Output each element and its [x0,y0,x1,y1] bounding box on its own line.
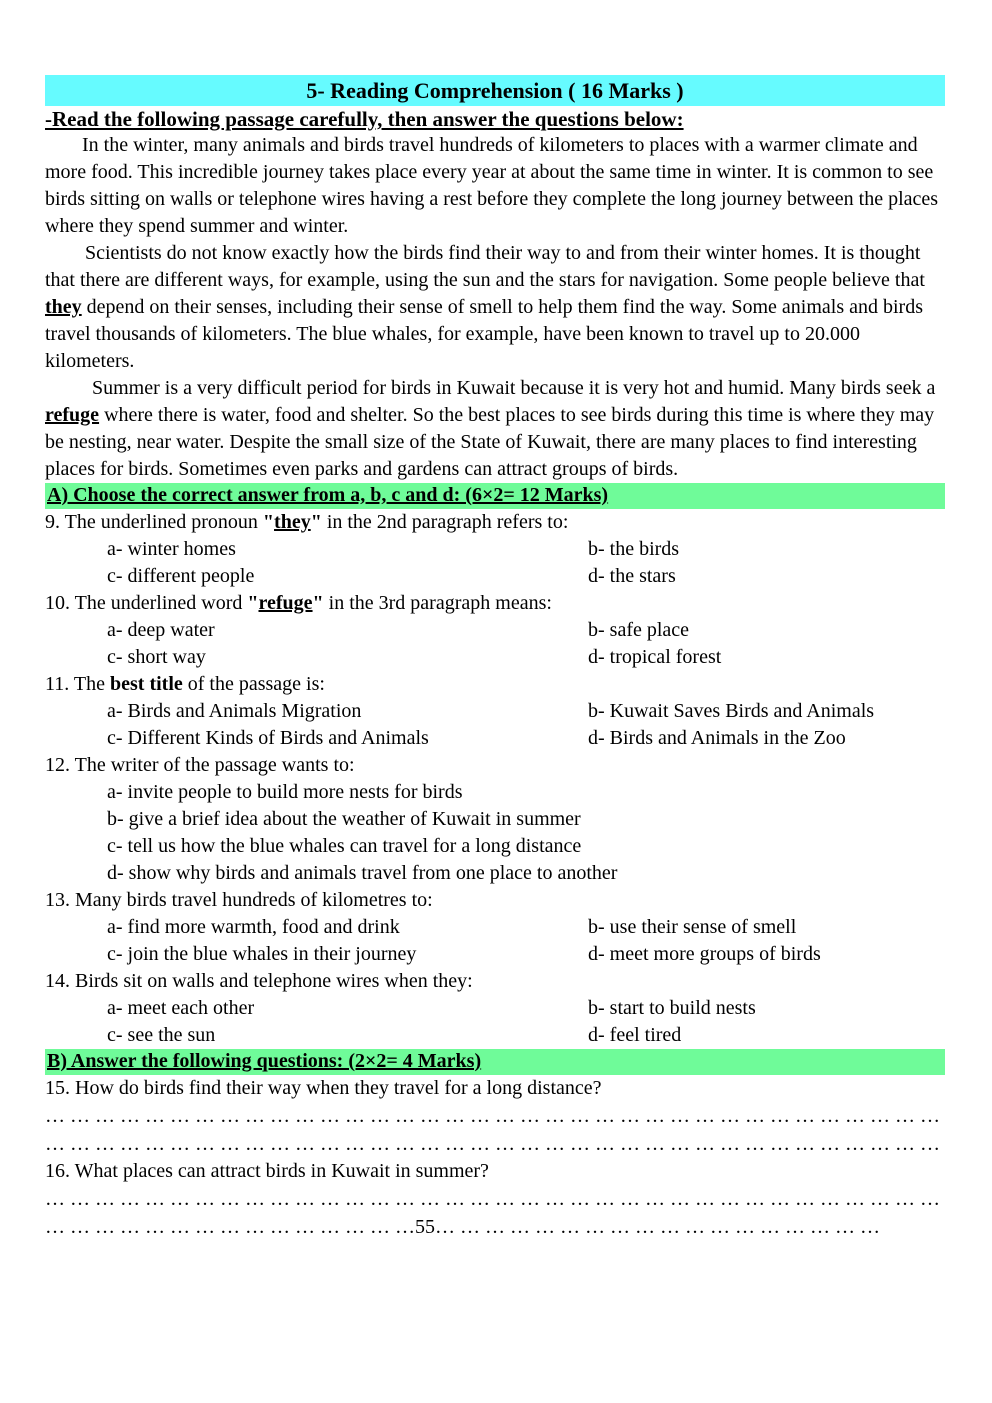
question-10-keyword: refuge [258,592,313,614]
question-14-text: 14. Birds sit on walls and telephone wires when they: [45,970,473,992]
question-9-options-row-2 [45,563,945,590]
option-11-b: b- Kuwait Saves Birds and Animals [588,700,875,722]
option-10-a: a- deep water [107,619,215,641]
question-11-keyword: best title [110,673,183,695]
section-a-header: A) Choose the correct answer from a, b, c and d: (6×2= 12 Marks) [47,484,609,506]
question-16-text: 16. What places can attract birds in Kuwait in summer? [45,1160,489,1182]
section-a-header-bar [45,483,945,509]
paragraph-3-text-before: Summer is a very difficult period for birds in Kuwait because it is very hot and humid. Many birds seek a [92,377,936,399]
question-13-options-row-2 [45,941,945,968]
answer-line-dots-right: … … … … … … … … … … … … … … … … … … [435,1216,880,1238]
paragraph-2-text-after: depend on their senses, including their sense of smell to help them find the way. Some animals and birds travel thousands of kilometers. The blue whales, for example, have been known to travel up to 20.000 kilometers. [45,296,923,372]
question-14-options-row-2 [45,1022,945,1049]
option-12-d: d- show why birds and animals travel from one place to another [107,862,618,884]
question-10-before: 10. The underlined word [45,592,248,614]
section-b-header: B) Answer the following questions: (2×2= 4 Marks) [47,1050,482,1072]
answer-line-dots-left: … … … … … … … … … … … … … … … [45,1216,415,1238]
option-9-a: a- winter homes [107,538,236,560]
answer-line-15-1: … … … … … … … … … … … … … … … … … … … … … … … … … … … … … … … … … … … … [45,1105,940,1127]
option-11-a: a- Birds and Animals Migration [107,700,362,722]
question-10-quote-close: " [312,592,324,614]
passage-paragraph-1 [45,132,945,240]
reading-comprehension-title-bar [45,75,945,106]
question-9-text [45,509,945,536]
question-11-after: of the passage is: [182,673,325,695]
passage-instruction: -Read the following passage carefully, then answer the questions below: [45,107,684,131]
option-13-d: d- meet more groups of birds [588,943,821,965]
option-14-d: d- feel tired [588,1024,682,1046]
question-10-text [45,590,945,617]
question-12-text: 12. The writer of the passage wants to: [45,754,355,776]
question-9-after: in the 2nd paragraph refers to: [321,511,569,533]
keyword-they: they [45,296,82,318]
option-9-d: d- the stars [588,565,676,587]
option-13-a: a- find more warmth, food and drink [107,916,400,938]
option-13-c: c- join the blue whales in their journey [107,943,417,965]
question-13-text: 13. Many birds travel hundreds of kilometres to: [45,889,433,911]
passage-paragraph-3 [45,375,945,483]
question-9-options-row-1 [45,536,945,563]
question-15-text: 15. How do birds find their way when they travel for a long distance? [45,1077,602,1099]
question-11-options-row-1 [45,698,945,725]
option-9-c: c- different people [107,565,255,587]
option-12-c: c- tell us how the blue whales can travel for a long distance [107,835,582,857]
option-14-c: c- see the sun [107,1024,216,1046]
option-14-b: b- start to build nests [588,997,756,1019]
passage-paragraph-2 [45,240,945,375]
question-13-options-row-1 [45,914,945,941]
question-14-options-row-1 [45,995,945,1022]
question-10-after: in the 3rd paragraph means: [323,592,552,614]
paragraph-3-text-after: where there is water, food and shelter. So the best places to see birds during this time is where they may be nesting, near water. Despite the small size of the State of Kuwait, there are many places to find interesting places for birds. Sometimes even parks and gardens can attract groups of birds. [45,404,935,480]
question-10-options-row-1 [45,617,945,644]
question-11-text [45,671,945,698]
question-9-before: 9. The underlined pronoun [45,511,263,533]
option-13-b: b- use their sense of smell [588,916,797,938]
option-9-b: b- the birds [588,538,680,560]
paragraph-1-text: In the winter, many animals and birds travel hundreds of kilometers to places with a warmer climate and more food. This incredible journey takes place every year at about the same time in winter. It is common to see birds sitting on walls or telephone wires having a rest before they complete the long journey between the places where they spend summer and winter. [45,134,939,237]
option-12-a: a- invite people to build more nests for birds [107,781,463,803]
question-10-options-row-2 [45,644,945,671]
option-14-a: a- meet each other [107,997,255,1019]
question-11-before: 11. The [45,673,110,695]
answer-line-16-1: … … … … … … … … … … … … … … … … … … … … … … … … … … … … … … … … … … … … [45,1188,940,1210]
paragraph-2-text-before: Scientists do not know exactly how the birds find their way to and from their winter homes. It is thought that there are different ways, for example, using the sun and the stars for navigation. Some people believe that [45,242,925,291]
question-11-options-row-2 [45,725,945,752]
option-11-c: c- Different Kinds of Birds and Animals [107,727,429,749]
option-10-d: d- tropical forest [588,646,722,668]
page-title: 5- Reading Comprehension ( 16 Marks ) [306,78,684,103]
answer-line-16-2 [45,1213,945,1241]
answer-line-15-2: … … … … … … … … … … … … … … … … … … … … … … … … … … … … … … … … … … … … [45,1133,940,1155]
keyword-refuge: refuge [45,404,100,426]
option-10-b: b- safe place [588,619,690,641]
option-10-c: c- short way [107,646,206,668]
question-10-quote-open: " [247,592,259,614]
question-9-keyword: they [274,511,311,533]
section-b-header-bar [45,1049,945,1075]
question-9-quote-open: " [262,511,275,533]
option-12-b: b- give a brief idea about the weather of Kuwait in summer [107,808,581,830]
question-9-quote-close: " [310,511,322,533]
option-11-d: d- Birds and Animals in the Zoo [588,727,846,749]
page-number: 55 [415,1216,435,1238]
